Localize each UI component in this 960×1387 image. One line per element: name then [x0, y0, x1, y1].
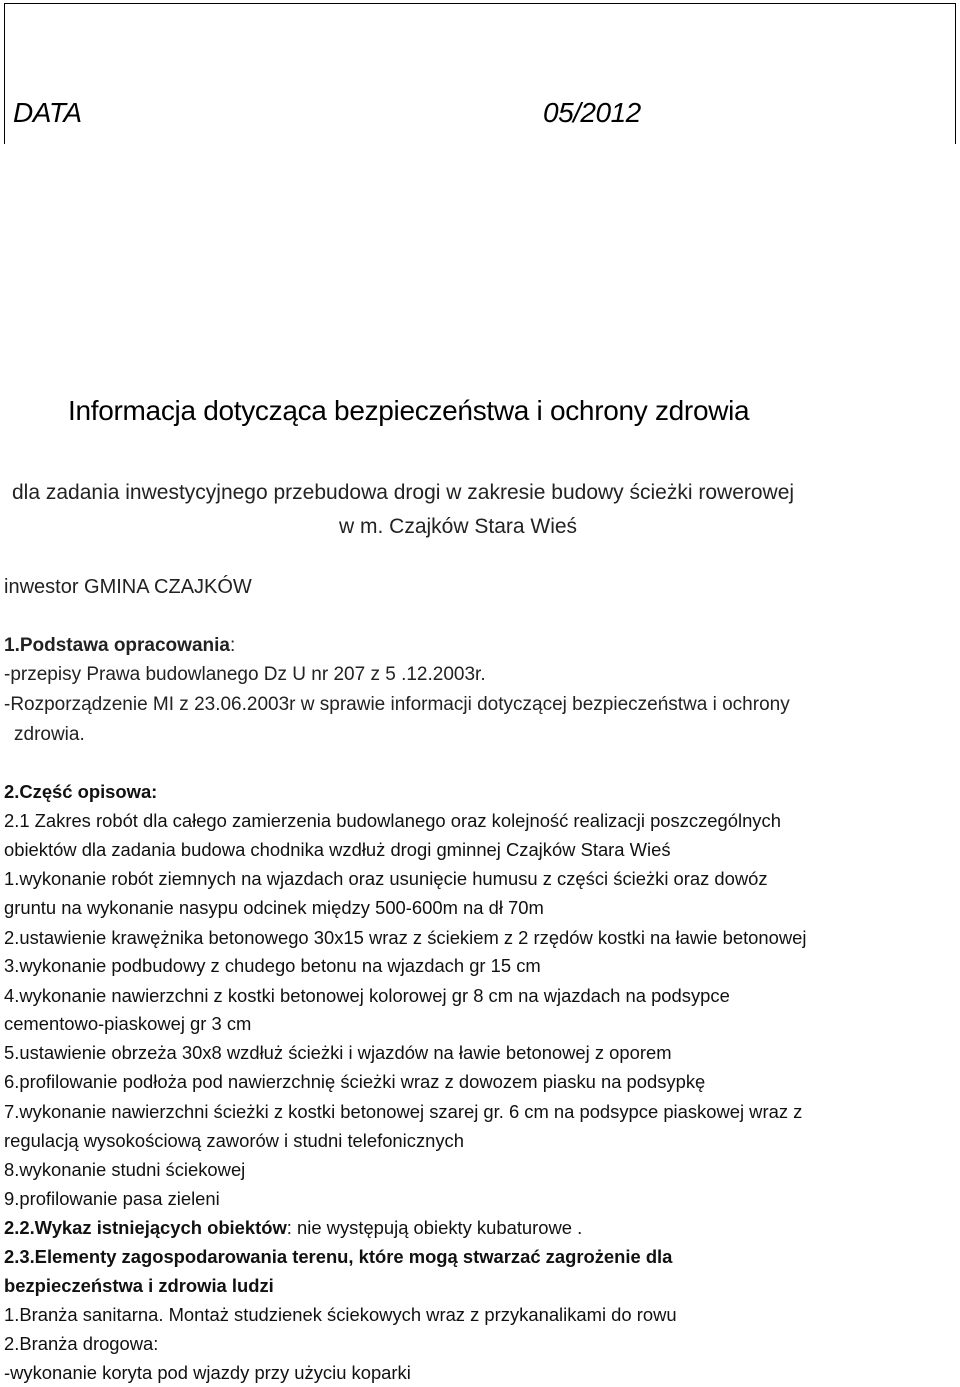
subtitle-line-2: w m. Czajków Stara Wieś — [339, 515, 578, 538]
investor-line: inwestor GMINA CZAJKÓW — [4, 576, 252, 598]
tail-line: 2.Branża drogowa: — [4, 1333, 159, 1354]
scope-line: 2.1 Zakres robót dla całego zamierzenia budowlanego oraz kolejność realizacji poszczególnych — [4, 810, 781, 831]
work-line: 8.wykonanie studni ściekowej — [4, 1159, 246, 1180]
section-2-2-heading: 2.2.Wykaz istniejących obiektów — [4, 1217, 287, 1238]
work-line: 9.profilowanie pasa zieleni — [4, 1188, 220, 1209]
work-line: 4.wykonanie nawierzchni z kostki betonowej kolorowej gr 8 cm na wjazdach na podsypce — [4, 985, 730, 1006]
work-line: regulacją wysokościową zaworów i studni telefonicznych — [4, 1130, 464, 1151]
tail-line: 1.Branża sanitarna. Montaż studzienek ściekowych wraz z przykanalikami do rowu — [4, 1304, 677, 1325]
work-line: cementowo-piaskowej gr 3 cm — [4, 1013, 252, 1034]
data-label: DATA — [13, 97, 82, 128]
work-line: 7.wykonanie nawierzchni ścieżki z kostki betonowej szarej gr. 6 cm na podsypce piaskowej wraz z — [4, 1101, 803, 1122]
work-line: 1.wykonanie robót ziemnych na wjazdach oraz usunięcie humusu z części ścieżki oraz dowóz — [4, 868, 768, 889]
work-line: 6.profilowanie podłoża pod nawierzchnię ścieżki wraz z dowozem piasku na podsypkę — [4, 1071, 706, 1092]
tail-line: -wykonanie koryta pod wjazdy przy użyciu koparki — [4, 1362, 411, 1383]
section-2-heading: 2.Część opisowa: — [4, 781, 158, 802]
scope-line: obiektów dla zadania budowa chodnika wzdłuż drogi gminnej Czajków Stara Wieś — [4, 839, 671, 860]
section-2-3-heading: 2.3.Elementy zagospodarowania terenu, które mogą stwarzać zagrożenie dla — [4, 1246, 673, 1267]
work-line: 3.wykonanie podbudowy z chudego betonu na wjazdach gr 15 cm — [4, 955, 541, 976]
header-frame — [4, 3, 956, 144]
section-1-item: zdrowia. — [14, 724, 85, 745]
section-1-item: -Rozporządzenie MI z 23.06.2003r w sprawie informacji dotyczącej bezpieczeństwa i ochrony — [4, 694, 790, 715]
work-line: 2.ustawienie krawężnika betonowego 30x15 wraz z ściekiem z 2 rzędów kostki na ławie betonowej — [4, 927, 807, 948]
work-line: gruntu na wykonanie nasypu odcinek między 500-600m na dł 70m — [4, 897, 544, 918]
section-1-heading — [4, 635, 235, 657]
document-title: Informacja dotycząca bezpieczeństwa i ochrony zdrowia — [68, 395, 750, 426]
document-date: 05/2012 — [543, 97, 641, 128]
section-2-2-text: : nie występują obiekty kubaturowe . — [286, 1217, 583, 1238]
subtitle-line-1: dla zadania inwestycyjnego przebudowa drogi w zakresie budowy ścieżki rowerowej — [12, 481, 795, 504]
section-2-3-heading-cont: bezpieczeństwa i zdrowia ludzi — [4, 1275, 274, 1296]
work-line: 5.ustawienie obrzeża 30x8 wzdłuż ścieżki i wjazdów na ławie betonowej z oporem — [4, 1042, 672, 1063]
section-1-item: -przepisy Prawa budowlanego Dz U nr 207 z 5 .12.2003r. — [4, 664, 486, 685]
section-1-heading-rest: : — [229, 635, 236, 656]
section-1-heading-bold: 1.Podstawa opracowania — [4, 635, 230, 656]
section-2-2 — [4, 1217, 582, 1239]
